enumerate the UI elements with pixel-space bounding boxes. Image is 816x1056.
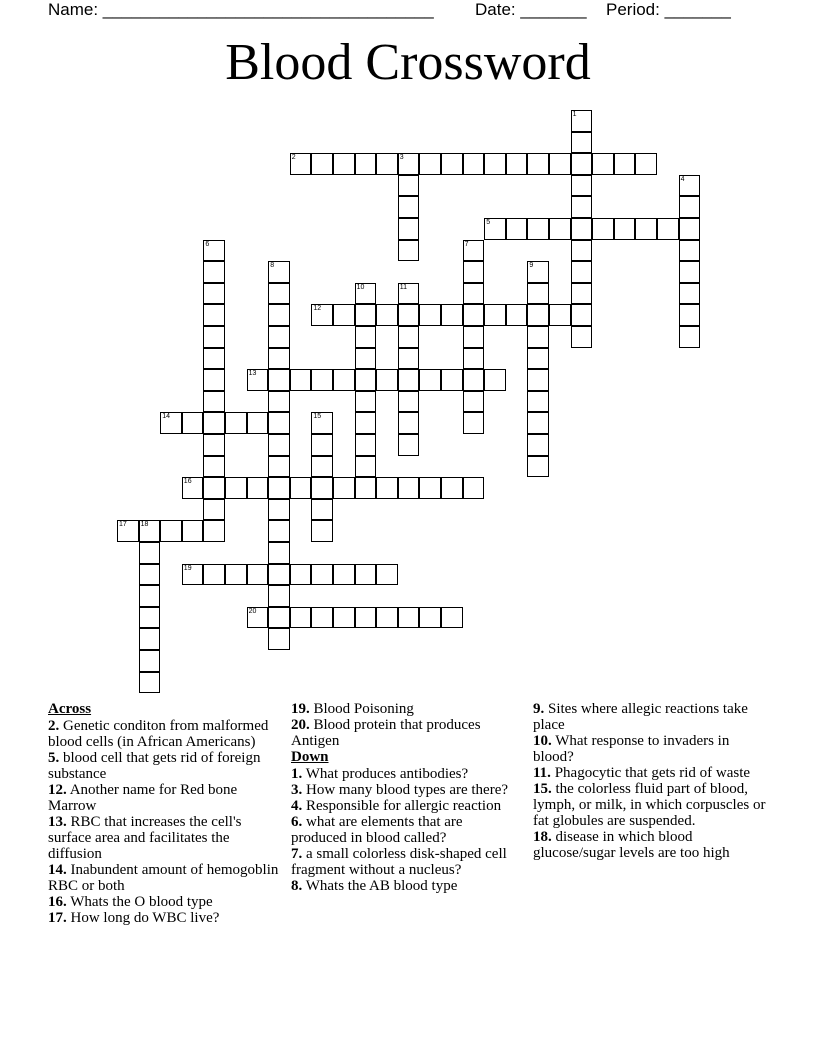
clue-text: Phagocytic that gets rid of waste bbox=[554, 765, 751, 781]
cell-number: 9 bbox=[529, 262, 534, 270]
crossword-cell[interactable] bbox=[614, 153, 636, 175]
crossword-cell[interactable] bbox=[333, 477, 355, 499]
crossword-cell[interactable] bbox=[463, 412, 485, 434]
crossword-cell[interactable] bbox=[203, 520, 225, 542]
crossword-cell[interactable] bbox=[484, 218, 506, 240]
crossword-cell[interactable] bbox=[527, 304, 549, 326]
crossword-cell[interactable] bbox=[311, 434, 333, 456]
crossword-cell[interactable] bbox=[333, 564, 355, 586]
crossword-cell[interactable] bbox=[679, 175, 701, 197]
clues-column-3 bbox=[533, 701, 768, 861]
crossword-cell[interactable] bbox=[592, 218, 614, 240]
crossword-cell[interactable] bbox=[333, 607, 355, 629]
crossword-cell[interactable] bbox=[333, 153, 355, 175]
clue-number: 15. bbox=[533, 781, 552, 797]
cell-number: 4 bbox=[680, 175, 685, 183]
crossword-cell[interactable] bbox=[247, 607, 269, 629]
crossword-cell[interactable] bbox=[311, 369, 333, 391]
crossword-cell[interactable] bbox=[398, 240, 420, 262]
crossword-cell[interactable] bbox=[463, 153, 485, 175]
crossword-cell[interactable] bbox=[203, 391, 225, 413]
crossword-cell[interactable] bbox=[355, 456, 377, 478]
crossword-cell[interactable] bbox=[398, 153, 420, 175]
crossword-cell[interactable] bbox=[398, 304, 420, 326]
cell-number: 14 bbox=[162, 413, 170, 421]
crossword-cell[interactable] bbox=[527, 326, 549, 348]
crossword-cell[interactable] bbox=[571, 110, 593, 132]
crossword-cell[interactable] bbox=[484, 369, 506, 391]
crossword-cell[interactable] bbox=[355, 607, 377, 629]
crossword-cell[interactable] bbox=[549, 304, 571, 326]
crossword-cell[interactable] bbox=[679, 304, 701, 326]
crossword-cell[interactable] bbox=[549, 153, 571, 175]
crossword-cell[interactable] bbox=[571, 218, 593, 240]
clue-text: Blood Poisoning bbox=[313, 701, 414, 717]
crossword-cell[interactable] bbox=[376, 564, 398, 586]
crossword-cell[interactable] bbox=[376, 369, 398, 391]
crossword-cell[interactable] bbox=[441, 369, 463, 391]
crossword-cell[interactable] bbox=[441, 477, 463, 499]
clue-number: 20. bbox=[291, 717, 310, 733]
clue-text: Whats the AB blood type bbox=[305, 878, 458, 894]
clue-number: 17. bbox=[48, 910, 67, 926]
crossword-cell[interactable] bbox=[527, 391, 549, 413]
crossword-cell[interactable] bbox=[139, 564, 161, 586]
crossword-cell[interactable] bbox=[679, 283, 701, 305]
cell-number: 2 bbox=[291, 154, 296, 162]
crossword-cell[interactable] bbox=[527, 153, 549, 175]
crossword-cell[interactable] bbox=[398, 477, 420, 499]
crossword-cell[interactable] bbox=[182, 520, 204, 542]
crossword-cell[interactable] bbox=[441, 153, 463, 175]
clue-item bbox=[291, 846, 511, 878]
crossword-cell[interactable] bbox=[268, 564, 290, 586]
crossword-cell[interactable] bbox=[376, 304, 398, 326]
crossword-cell[interactable] bbox=[398, 175, 420, 197]
clue-text: Blood protein that produces Antigen bbox=[291, 717, 481, 749]
crossword-cell[interactable] bbox=[376, 153, 398, 175]
crossword-cell[interactable] bbox=[463, 348, 485, 370]
clue-item bbox=[48, 894, 283, 910]
crossword-cell[interactable] bbox=[463, 369, 485, 391]
crossword-cell[interactable] bbox=[268, 607, 290, 629]
crossword-cell[interactable] bbox=[571, 196, 593, 218]
crossword-cell[interactable] bbox=[355, 434, 377, 456]
clue-number: 7. bbox=[291, 846, 303, 862]
clue-number: 4. bbox=[291, 798, 303, 814]
crossword-cell[interactable] bbox=[635, 218, 657, 240]
crossword-cell[interactable] bbox=[571, 153, 593, 175]
crossword-cell[interactable] bbox=[311, 477, 333, 499]
crossword-cell[interactable] bbox=[182, 412, 204, 434]
crossword-cell[interactable] bbox=[571, 304, 593, 326]
crossword-cell[interactable] bbox=[398, 326, 420, 348]
cell-number: 12 bbox=[313, 305, 322, 313]
crossword-cell[interactable] bbox=[376, 477, 398, 499]
crossword-cell[interactable] bbox=[203, 412, 225, 434]
clue-item bbox=[291, 878, 511, 894]
crossword-cell[interactable] bbox=[203, 499, 225, 521]
crossword-cell[interactable] bbox=[268, 477, 290, 499]
clue-number: 8. bbox=[291, 878, 303, 894]
crossword-cell[interactable] bbox=[182, 564, 204, 586]
cell-number: 5 bbox=[486, 219, 491, 226]
crossword-cell[interactable] bbox=[527, 283, 549, 305]
clue-number: 16. bbox=[48, 894, 67, 910]
crossword-cell[interactable] bbox=[571, 261, 593, 283]
clue-text: Inabundent amount of hemogoblin RBC or both bbox=[48, 862, 279, 894]
crossword-cell[interactable] bbox=[571, 175, 593, 197]
cell-number: 13 bbox=[248, 370, 257, 378]
crossword-cell[interactable] bbox=[225, 564, 247, 586]
crossword-cell[interactable] bbox=[376, 607, 398, 629]
crossword-cell[interactable] bbox=[355, 477, 377, 499]
clue-item bbox=[48, 814, 283, 862]
cell-number: 6 bbox=[205, 240, 210, 248]
crossword-cell[interactable] bbox=[311, 456, 333, 478]
crossword-cell[interactable] bbox=[139, 542, 161, 564]
clue-item bbox=[291, 701, 511, 717]
crossword-cell[interactable] bbox=[398, 348, 420, 370]
crossword-cell[interactable] bbox=[398, 607, 420, 629]
crossword-cell[interactable] bbox=[160, 412, 182, 434]
crossword-cell[interactable] bbox=[268, 391, 290, 413]
crossword-cell[interactable] bbox=[311, 564, 333, 586]
crossword-cell[interactable] bbox=[463, 391, 485, 413]
crossword-cell[interactable] bbox=[527, 434, 549, 456]
clue-item bbox=[533, 829, 768, 861]
clue-item bbox=[48, 750, 283, 782]
clue-item bbox=[533, 765, 768, 781]
cell-number: 1 bbox=[572, 111, 577, 118]
clue-text: disease in which blood glucose/sugar levels are too high bbox=[533, 829, 730, 861]
crossword-cell[interactable] bbox=[139, 650, 161, 672]
crossword-cell[interactable] bbox=[398, 218, 420, 240]
clue-item bbox=[48, 862, 283, 894]
clue-text: What produces antibodies? bbox=[305, 766, 469, 782]
crossword-cell[interactable] bbox=[203, 369, 225, 391]
crossword-cell[interactable] bbox=[484, 304, 506, 326]
clue-text: How many blood types are there? bbox=[306, 782, 509, 798]
crossword-cell[interactable] bbox=[441, 304, 463, 326]
crossword-cell[interactable] bbox=[419, 477, 441, 499]
crossword-cell[interactable] bbox=[679, 326, 701, 348]
crossword-cell[interactable] bbox=[139, 607, 161, 629]
cell-number: 7 bbox=[464, 240, 469, 248]
crossword-cell[interactable] bbox=[463, 326, 485, 348]
crossword-cell[interactable] bbox=[355, 153, 377, 175]
crossword-cell[interactable] bbox=[506, 153, 528, 175]
crossword-cell[interactable] bbox=[311, 412, 333, 434]
clue-text: How long do WBC live? bbox=[70, 910, 220, 926]
crossword-cell[interactable] bbox=[355, 326, 377, 348]
crossword-cell[interactable] bbox=[203, 456, 225, 478]
crossword-cell[interactable] bbox=[268, 412, 290, 434]
crossword-cell[interactable] bbox=[290, 477, 312, 499]
clue-number: 18. bbox=[533, 829, 552, 845]
period-field[interactable]: Period: _______ bbox=[606, 0, 731, 19]
crossword-cell[interactable] bbox=[398, 412, 420, 434]
crossword-cell[interactable] bbox=[571, 283, 593, 305]
clue-text: RBC that increases the cell's surface area and facilitates the diffusion bbox=[48, 814, 242, 862]
clue-item bbox=[291, 814, 511, 846]
crossword-cell[interactable] bbox=[160, 520, 182, 542]
crossword-cell[interactable] bbox=[268, 369, 290, 391]
crossword-cell[interactable] bbox=[268, 628, 290, 650]
cell-number: 10 bbox=[356, 283, 365, 291]
crossword-cell[interactable] bbox=[527, 456, 549, 478]
clues-column-1 bbox=[48, 701, 283, 926]
crossword-cell[interactable] bbox=[355, 391, 377, 413]
crossword-cell[interactable] bbox=[203, 304, 225, 326]
clue-text: Whats the O blood type bbox=[70, 894, 213, 910]
crossword-cell[interactable] bbox=[355, 564, 377, 586]
crossword-cell[interactable] bbox=[527, 218, 549, 240]
date-field[interactable]: Date: _______ bbox=[475, 0, 587, 19]
crossword-cell[interactable] bbox=[463, 261, 485, 283]
crossword-cell[interactable] bbox=[203, 261, 225, 283]
clue-number: 11. bbox=[533, 765, 551, 781]
crossword-cell[interactable] bbox=[203, 326, 225, 348]
crossword-cell[interactable] bbox=[398, 369, 420, 391]
crossword-cell[interactable] bbox=[182, 477, 204, 499]
crossword-cell[interactable] bbox=[117, 520, 139, 542]
clue-item bbox=[48, 782, 283, 814]
crossword-cell[interactable] bbox=[679, 240, 701, 262]
crossword-cell[interactable] bbox=[268, 261, 290, 283]
across-heading: Across bbox=[48, 701, 92, 717]
clue-item bbox=[533, 701, 768, 733]
cell-number: 15 bbox=[313, 413, 322, 421]
crossword-cell[interactable] bbox=[419, 607, 441, 629]
crossword-cell[interactable] bbox=[506, 218, 528, 240]
crossword-cell[interactable] bbox=[333, 304, 355, 326]
crossword-cell[interactable] bbox=[139, 520, 161, 542]
crossword-cell[interactable] bbox=[203, 564, 225, 586]
cell-number: 18 bbox=[140, 521, 149, 529]
cell-number: 16 bbox=[183, 478, 192, 486]
clue-text: blood cell that gets rid of foreign substance bbox=[48, 750, 261, 782]
crossword-cell[interactable] bbox=[419, 153, 441, 175]
crossword-cell[interactable] bbox=[355, 304, 377, 326]
clue-number: 2. bbox=[48, 718, 60, 734]
crossword-cell[interactable] bbox=[355, 369, 377, 391]
crossword-cell[interactable] bbox=[506, 304, 528, 326]
crossword-cell[interactable] bbox=[203, 434, 225, 456]
clue-number: 12. bbox=[48, 782, 67, 798]
clue-item bbox=[48, 910, 283, 926]
clues-column-2 bbox=[291, 701, 511, 894]
crossword-cell[interactable] bbox=[463, 240, 485, 262]
clue-item bbox=[48, 718, 283, 750]
clue-item bbox=[291, 782, 511, 798]
crossword-cell[interactable] bbox=[225, 412, 247, 434]
crossword-cell[interactable] bbox=[203, 240, 225, 262]
crossword-cell[interactable] bbox=[419, 369, 441, 391]
crossword-cell[interactable] bbox=[571, 240, 593, 262]
crossword-cell[interactable] bbox=[247, 369, 269, 391]
crossword-cell[interactable] bbox=[290, 369, 312, 391]
crossword-cell[interactable] bbox=[268, 434, 290, 456]
clue-number: 13. bbox=[48, 814, 67, 830]
crossword-cell[interactable] bbox=[247, 477, 269, 499]
crossword-cell[interactable] bbox=[290, 564, 312, 586]
crossword-cell[interactable] bbox=[571, 326, 593, 348]
clue-text: Sites where allegic reactions take place bbox=[533, 701, 748, 733]
crossword-cell[interactable] bbox=[290, 607, 312, 629]
crossword-cell[interactable] bbox=[571, 132, 593, 154]
clue-text: what are elements that are produced in blood called? bbox=[291, 814, 463, 846]
crossword-cell[interactable] bbox=[527, 412, 549, 434]
crossword-cell[interactable] bbox=[311, 499, 333, 521]
crossword-cell[interactable] bbox=[311, 607, 333, 629]
clue-text: a small colorless disk-shaped cell fragment without a nucleus? bbox=[291, 846, 507, 878]
crossword-cell[interactable] bbox=[203, 477, 225, 499]
crossword-cell[interactable] bbox=[247, 564, 269, 586]
clue-text: Responsible for allergic reaction bbox=[306, 798, 502, 814]
crossword-cell[interactable] bbox=[247, 412, 269, 434]
crossword-cell[interactable] bbox=[614, 218, 636, 240]
crossword-cell[interactable] bbox=[268, 304, 290, 326]
clue-number: 5. bbox=[48, 750, 60, 766]
clue-item bbox=[533, 733, 768, 765]
cell-number: 11 bbox=[399, 283, 408, 291]
crossword-cell[interactable] bbox=[398, 196, 420, 218]
clue-number: 9. bbox=[533, 701, 545, 717]
clue-item bbox=[291, 766, 511, 782]
crossword-cell[interactable] bbox=[527, 348, 549, 370]
crossword-cell[interactable] bbox=[657, 218, 679, 240]
crossword-cell[interactable] bbox=[484, 153, 506, 175]
crossword-cell[interactable] bbox=[225, 477, 247, 499]
crossword-cell[interactable] bbox=[463, 304, 485, 326]
crossword-cell[interactable] bbox=[333, 369, 355, 391]
crossword-cell[interactable] bbox=[549, 218, 571, 240]
cell-number: 19 bbox=[183, 564, 192, 572]
crossword-cell[interactable] bbox=[679, 218, 701, 240]
clue-number: 3. bbox=[291, 782, 303, 798]
cell-number: 8 bbox=[270, 262, 275, 270]
crossword-cell[interactable] bbox=[268, 520, 290, 542]
crossword-cell[interactable] bbox=[398, 434, 420, 456]
clue-number: 1. bbox=[291, 766, 303, 782]
cell-number: 17 bbox=[119, 521, 127, 529]
crossword-cell[interactable] bbox=[139, 585, 161, 607]
crossword-cell[interactable] bbox=[527, 369, 549, 391]
crossword-cell[interactable] bbox=[463, 283, 485, 305]
clue-text: the colorless fluid part of blood, lymph, or milk, in which corpuscles or fat globules are suspended. bbox=[533, 781, 766, 829]
clue-item bbox=[291, 717, 511, 749]
clue-item bbox=[533, 781, 768, 829]
crossword-cell[interactable] bbox=[290, 153, 312, 175]
clue-text: Genetic conditon from malformed blood cells (in African Americans) bbox=[48, 718, 269, 750]
crossword-cell[interactable] bbox=[268, 348, 290, 370]
clue-number: 10. bbox=[533, 733, 552, 749]
cell-number: 3 bbox=[399, 154, 404, 162]
crossword-cell[interactable] bbox=[268, 542, 290, 564]
crossword-cell[interactable] bbox=[355, 283, 377, 305]
crossword-cell[interactable] bbox=[679, 261, 701, 283]
crossword-cell[interactable] bbox=[355, 412, 377, 434]
crossword-cell[interactable] bbox=[355, 348, 377, 370]
clue-number: 6. bbox=[291, 814, 303, 830]
crossword-cell[interactable] bbox=[441, 607, 463, 629]
crossword-cell[interactable] bbox=[268, 326, 290, 348]
crossword-cell[interactable] bbox=[268, 585, 290, 607]
crossword-cell[interactable] bbox=[268, 283, 290, 305]
clue-item bbox=[291, 798, 511, 814]
crossword-cell[interactable] bbox=[203, 348, 225, 370]
crossword-cell[interactable] bbox=[679, 196, 701, 218]
crossword-cell[interactable] bbox=[139, 672, 161, 694]
crossword-cell[interactable] bbox=[398, 283, 420, 305]
clue-number: 14. bbox=[48, 862, 67, 878]
crossword-cell[interactable] bbox=[268, 456, 290, 478]
clue-number: 19. bbox=[291, 701, 310, 717]
crossword-cell[interactable] bbox=[635, 153, 657, 175]
clue-text: Another name for Red bone Marrow bbox=[48, 782, 238, 814]
crossword-cell[interactable] bbox=[419, 304, 441, 326]
name-field[interactable]: Name: ___________________________________ bbox=[48, 0, 434, 19]
cell-number: 20 bbox=[248, 607, 257, 615]
clue-text: What response to invaders in blood? bbox=[533, 733, 730, 765]
crossword-cell[interactable] bbox=[268, 499, 290, 521]
crossword-cell[interactable] bbox=[592, 153, 614, 175]
crossword-cell[interactable] bbox=[311, 520, 333, 542]
crossword-cell[interactable] bbox=[311, 153, 333, 175]
down-heading: Down bbox=[291, 749, 329, 765]
page-title: Blood Crossword bbox=[225, 34, 591, 91]
crossword-cell[interactable] bbox=[203, 283, 225, 305]
crossword-cell[interactable] bbox=[139, 628, 161, 650]
crossword-cell[interactable] bbox=[463, 477, 485, 499]
crossword-cell[interactable] bbox=[398, 391, 420, 413]
crossword-cell[interactable] bbox=[527, 261, 549, 283]
crossword-cell[interactable] bbox=[311, 304, 333, 326]
